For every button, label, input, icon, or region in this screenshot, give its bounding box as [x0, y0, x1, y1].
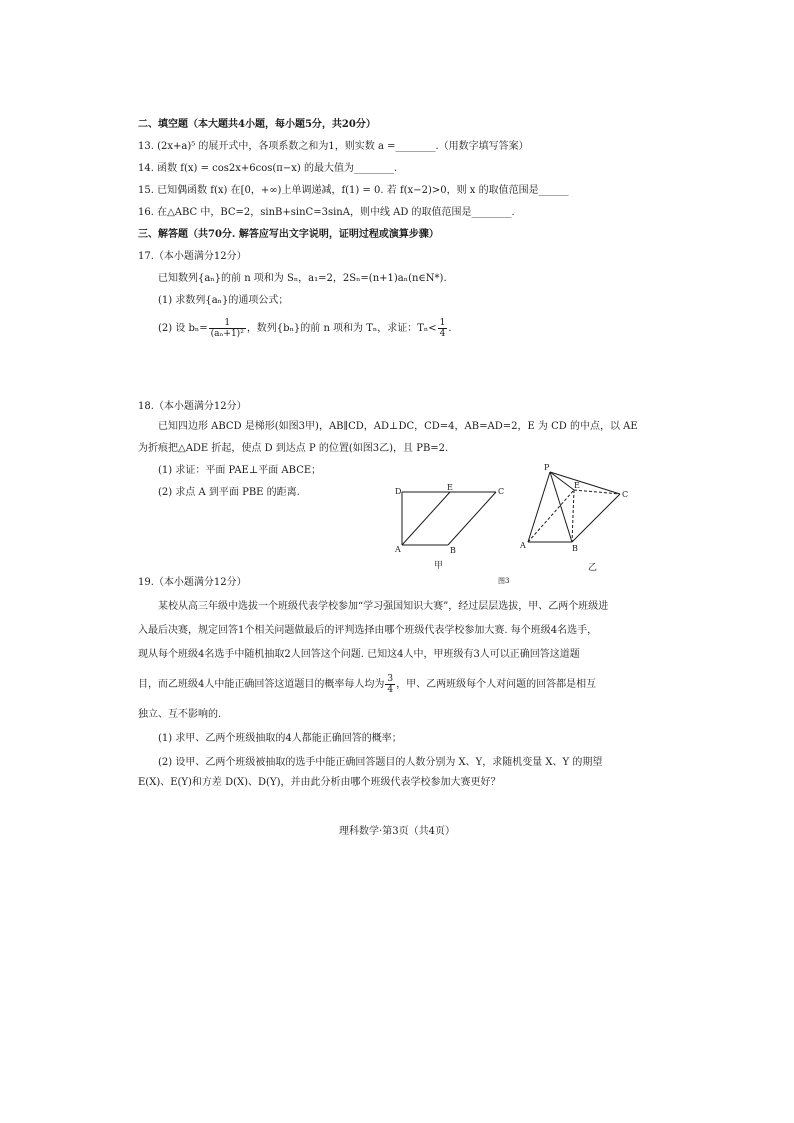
label-e: E: [447, 483, 453, 492]
edge-pb: [550, 472, 572, 542]
edge-ae: [528, 490, 574, 542]
question-15: 15. 已知偶函数 f(x) 在[0，+∞)上单调递减，f(1) = 0. 若 f(x−2)>0，则 x 的取值范围是______: [138, 185, 569, 196]
question-16: 16. 在△ABC 中，BC=2，sinB+sinC=3sinA，则中线 AD 的取值范围是________.: [138, 207, 515, 218]
bn-fraction: [209, 318, 246, 339]
q17-title: 17.（本小题满分12分）: [138, 251, 247, 262]
edge-ae: [402, 492, 450, 545]
label-a: A: [395, 545, 401, 554]
label-c: C: [498, 487, 505, 496]
q17-part2-middle: ，数列{bₙ}的前 n 项和为 Tₙ，求证：Tₙ<: [246, 323, 437, 334]
q17-stem: 已知数列{aₙ}的前 n 项和为 Sₙ，a₁=2，2Sₙ=(n+1)aₙ(n∈N*).: [158, 273, 447, 284]
q18-part1: (1) 求证：平面 PAE⊥平面 ABCE；: [158, 465, 322, 476]
q19-line3: 现从每个班级4名选手中随机抽取2人回答这个问题. 已知这4人中，甲班级有3人可以正确回答这道题: [138, 649, 580, 660]
edge-eb: [572, 490, 574, 542]
q18-title: 18.（本小题满分12分）: [138, 401, 247, 412]
figure-yi: [516, 462, 634, 554]
q19-title: 19.（本小题满分12分）: [138, 577, 247, 588]
q19-part1: (1) 求甲、乙两个班级抽取的4人都能正确回答的概率；: [158, 733, 402, 744]
edge-pe: [550, 472, 574, 490]
q19-line4-prefix: 目，而乙班级4人中能正确回答这道题目的概率每人均为: [138, 679, 385, 690]
edge-bc: [448, 492, 496, 545]
quarter-numerator: 1: [439, 318, 446, 328]
label-c: C: [622, 490, 629, 499]
figure-jia: [392, 482, 512, 556]
quarter-denominator: 4: [439, 329, 446, 339]
quarter-fraction: [438, 318, 448, 339]
q19-line1: 某校从高三年级中选拔一个班级代表学校参加“学习强国知识大赛”，经过层层选拔，甲、乙两个班级进: [158, 601, 609, 612]
page-footer: 理科数学·第3页（共4页）: [339, 826, 455, 837]
edge-bc: [572, 494, 620, 542]
q17-part2-end: .: [448, 323, 452, 334]
label-d: D: [395, 487, 402, 496]
q17-part1: (1) 求数列{aₙ}的通项公式；: [158, 295, 289, 306]
bn-numerator: 1: [209, 318, 246, 329]
edge-pa: [528, 472, 550, 542]
q19-line4-suffix: ，甲、乙两班级每个人对问题的回答都是相互: [396, 679, 597, 690]
q17-part2: [158, 318, 452, 339]
q18-line1: 已知四边形 ABCD 是梯形(如图3甲)，AB∥CD，AD⊥DC，CD=4，AB=AD=2，E 为 CD 的中点，以 AE: [158, 421, 638, 432]
q18-line2: 为折痕把△ADE 折起，使点 D 到达点 P 的位置(如图3乙)，且 PB=2.: [138, 443, 449, 454]
figure-label: 图3: [498, 577, 510, 585]
question-14: 14. 函数 f(x) = cos2x+6cos(π−x) 的最大值为________.: [138, 163, 398, 174]
label-p: P: [544, 463, 550, 472]
q19-part2a: (2) 设甲、乙两个班级被抽取的选手中能正确回答题目的人数分别为 X、Y，求随机变量 X、Y 的期望: [158, 757, 603, 768]
section3-heading: 三、解答题（共70分. 解答应写出文字说明，证明过程或演算步骤）: [138, 229, 439, 240]
probability-fraction: [385, 674, 395, 695]
q18-part2: (2) 求点 A 到平面 PBE 的距离.: [158, 487, 300, 498]
q17-part2-prefix: (2) 设 bₙ=: [158, 323, 208, 334]
section2-heading: 二、填空题（本大题共4小题，每小题5分，共20分）: [138, 119, 376, 130]
label-a: A: [520, 541, 526, 550]
question-13: 13. (2x+a)⁵ 的展开式中，各项系数之和为1，则实数 a =________.（用数字填写答案）: [138, 141, 529, 152]
label-b: B: [572, 544, 578, 553]
q19-line4: [138, 674, 596, 695]
q19-part2b: E(X)、E(Y)和方差 D(X)、D(Y)，并由此分析由哪个班级代表学校参加大赛更好？: [138, 777, 501, 788]
bn-denominator: (aₙ+1)²: [210, 329, 244, 339]
probability-denominator: 4: [387, 685, 394, 695]
q19-line2: 入最后决赛，规定回答1个相关问题做最后的评判选择由哪个班级代表学校参加大赛. 每个班级4名选手，: [138, 625, 598, 636]
figure-yi-caption: 乙: [588, 563, 598, 573]
q19-line5: 独立、互不影响的.: [138, 709, 222, 720]
label-e: E: [574, 481, 580, 490]
probability-numerator: 3: [387, 674, 394, 684]
figure-jia-caption: 甲: [434, 561, 444, 571]
label-b: B: [450, 546, 456, 555]
